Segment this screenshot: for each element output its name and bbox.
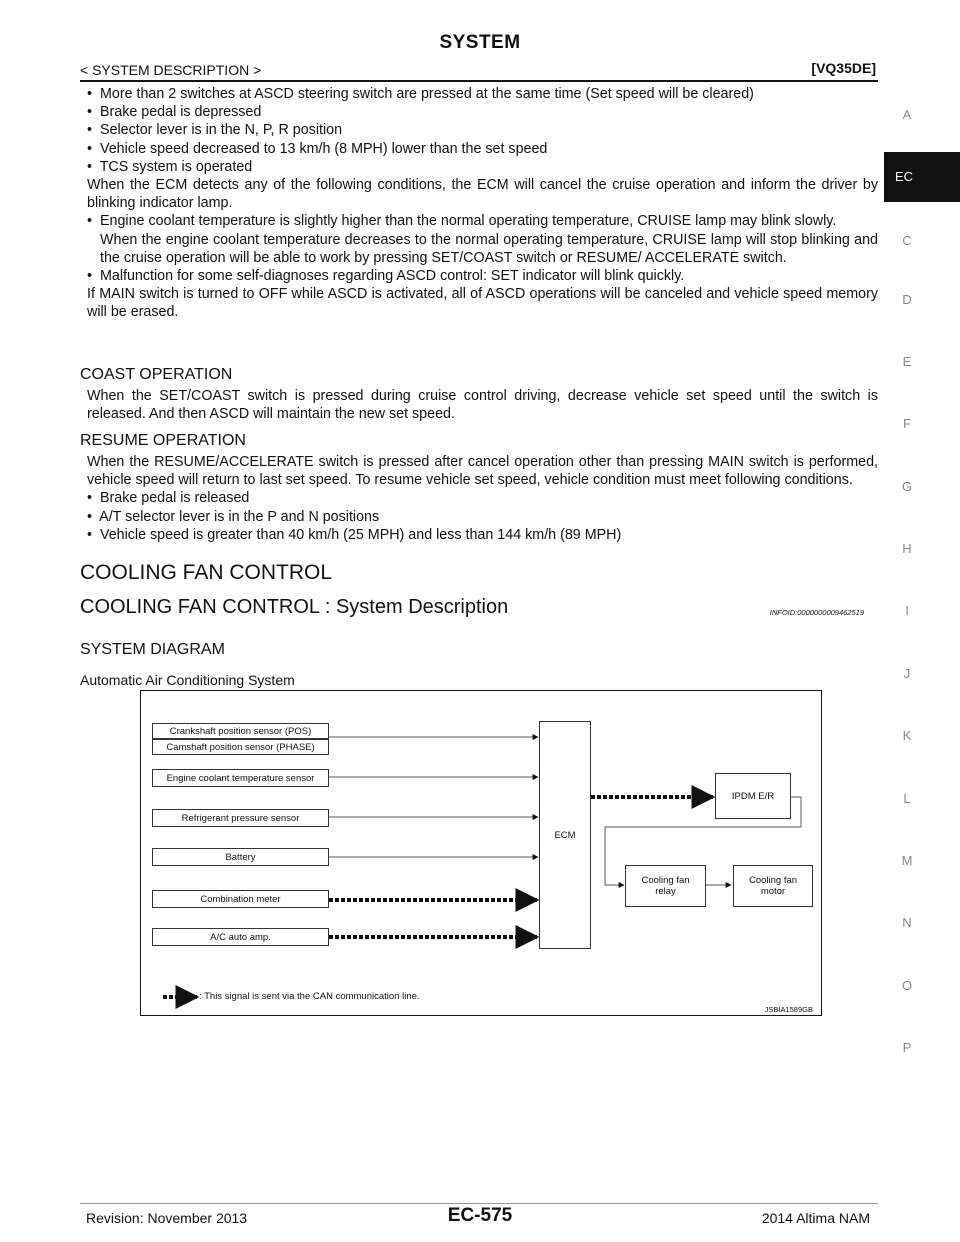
ecm-box: ECM — [539, 721, 591, 949]
side-index-p[interactable]: P — [902, 1040, 912, 1055]
cooling-fan-relay-box: Cooling fan relay — [625, 865, 706, 907]
bullet-text: A/T selector lever is in the P and N positions — [99, 508, 380, 525]
side-index-active-tab[interactable] — [884, 152, 960, 202]
legend-text: : This signal is sent via the CAN communication line. — [199, 991, 420, 1002]
bullet-item: • A/T selector lever is in the P and N positions — [87, 508, 380, 525]
side-index-a[interactable]: A — [902, 107, 912, 122]
side-index-l[interactable]: L — [903, 791, 911, 806]
bullet-text: Engine coolant temperature is slightly higher than the normal operating temperature, CRUISE lamp may blink slowly. — [99, 213, 837, 230]
ecm-cancel-intro: When the ECM detects any of the following conditions, the ECM will cancel the cruise operation and inform the driver by blinking indicator lamp. — [87, 177, 878, 212]
bullet-text: More than 2 switches at ASCD steering switch are pressed at the same time (Set speed will be cleared) — [99, 86, 754, 102]
bullet-item: • TCS system is operated — [87, 158, 253, 175]
side-index-o[interactable]: O — [901, 978, 913, 993]
bullet-item: • Malfunction for some self-diagnoses regarding ASCD control: SET indicator will blink quickly. — [87, 268, 685, 285]
coast-heading: COAST OPERATION — [80, 366, 233, 383]
side-index-n[interactable]: N — [902, 915, 912, 930]
info-id: INFOID:0000000009462519 — [769, 608, 864, 617]
camshaft-sensor-box: Camshaft position sensor (PHASE) — [152, 739, 329, 755]
resume-heading: RESUME OPERATION — [80, 432, 246, 449]
side-index-g[interactable]: G — [901, 479, 913, 494]
bullet-item: • Vehicle speed is greater than 40 km/h (25 MPH) and less than 144 km/h (89 MPH) — [87, 526, 622, 543]
ipdm-er-box: IPDM E/R — [715, 773, 791, 819]
side-index-e[interactable]: E — [902, 354, 912, 369]
bullet-item: • Brake pedal is released — [87, 490, 250, 507]
side-index-c[interactable]: C — [902, 233, 912, 248]
system-diagram-heading: SYSTEM DIAGRAM — [80, 641, 225, 658]
diagram-caption: Automatic Air Conditioning System — [80, 672, 295, 688]
section-label: < SYSTEM DESCRIPTION > — [80, 62, 262, 78]
bullet-item: • Selector lever is in the N, P, R position — [87, 122, 343, 139]
battery-box: Battery — [152, 848, 329, 866]
bullet-text: Malfunction for some self-diagnoses regarding ASCD control: SET indicator will blink quickly. — [99, 268, 685, 285]
header-rule — [80, 80, 878, 82]
bullet-text: Brake pedal is depressed — [99, 104, 262, 121]
bullet-text: TCS system is operated — [99, 158, 253, 175]
crankshaft-sensor-box: Crankshaft position sensor (POS) — [152, 723, 329, 739]
bullet-item: • Brake pedal is depressed — [87, 104, 262, 121]
engine-label: [VQ35DE] — [811, 60, 876, 76]
side-index-k[interactable]: K — [902, 728, 912, 743]
bullet-text: Selector lever is in the N, P, R position — [99, 122, 343, 139]
revision-label: Revision: November 2013 — [86, 1210, 248, 1226]
combination-meter-box: Combination meter — [152, 890, 329, 908]
bullet-text: Vehicle speed decreased to 13 km/h (8 MPH) lower than the set speed — [99, 140, 548, 157]
cooling-section-title: COOLING FAN CONTROL — [80, 561, 333, 584]
page-number: EC-575 — [447, 1205, 513, 1226]
ac-auto-amp-box: A/C auto amp. — [152, 928, 329, 946]
bullet-item: • More than 2 switches at ASCD steering switch are pressed at the same time (Set speed will be cleared) — [87, 86, 754, 102]
bullet-text: Vehicle speed is greater than 40 km/h (25 MPH) and less than 144 km/h (89 MPH) — [99, 526, 622, 543]
page-title: SYSTEM — [439, 32, 521, 53]
bullet-item: • Vehicle speed decreased to 13 km/h (8 MPH) lower than the set speed — [87, 140, 548, 157]
system-diagram — [140, 690, 822, 1016]
side-index-i[interactable]: I — [905, 603, 909, 618]
resume-section — [87, 453, 878, 544]
side-index-d[interactable]: D — [902, 292, 912, 307]
side-index-f[interactable]: F — [903, 416, 911, 431]
cooling-subsection-title: COOLING FAN CONTROL : System Description — [80, 596, 509, 618]
footer-rule — [80, 1203, 878, 1204]
main-off-text: If MAIN switch is turned to OFF while ASCD is activated, all of ASCD operations will be canceled and vehicle speed memory will be erased. — [87, 286, 878, 321]
ascd-cancel-section — [87, 85, 878, 322]
bullet-text: Brake pedal is released — [99, 490, 250, 507]
side-index-m[interactable]: M — [901, 853, 913, 868]
coast-section — [87, 387, 878, 423]
bullet-item: • Engine coolant temperature is slightly higher than the normal operating temperature, CRUISE lamp may blink slowly. — [87, 213, 837, 230]
side-index-j[interactable]: J — [903, 666, 911, 681]
resume-text: When the RESUME/ACCELERATE switch is pressed after cancel operation other than pressing MAIN switch is performed, vehicle speed will return to last set speed. To resume vehicle set speed, vehicle condition must meet following conditions. — [87, 454, 878, 489]
figure-code: JSBIA1589GB — [764, 1005, 813, 1014]
bullet-continuation: When the engine coolant temperature decreases to the normal operating temperature, CRUISE lamp will stop blinking and the cruise operation will be able to work by pressing SET/COAST switch or RESUME/ ACCELERATE switch. — [100, 231, 878, 266]
coolant-sensor-box: Engine coolant temperature sensor — [152, 769, 329, 787]
side-index-h[interactable]: H — [902, 541, 912, 556]
model-label: 2014 Altima NAM — [761, 1210, 870, 1226]
refrigerant-sensor-box: Refrigerant pressure sensor — [152, 809, 329, 827]
cooling-fan-motor-box: Cooling fan motor — [733, 865, 813, 907]
side-index-active-label: EC — [895, 169, 914, 184]
coast-text: When the SET/COAST switch is pressed during cruise control driving, decrease vehicle set speed until the switch is released. And then ASCD will maintain the new set speed. — [87, 388, 878, 423]
